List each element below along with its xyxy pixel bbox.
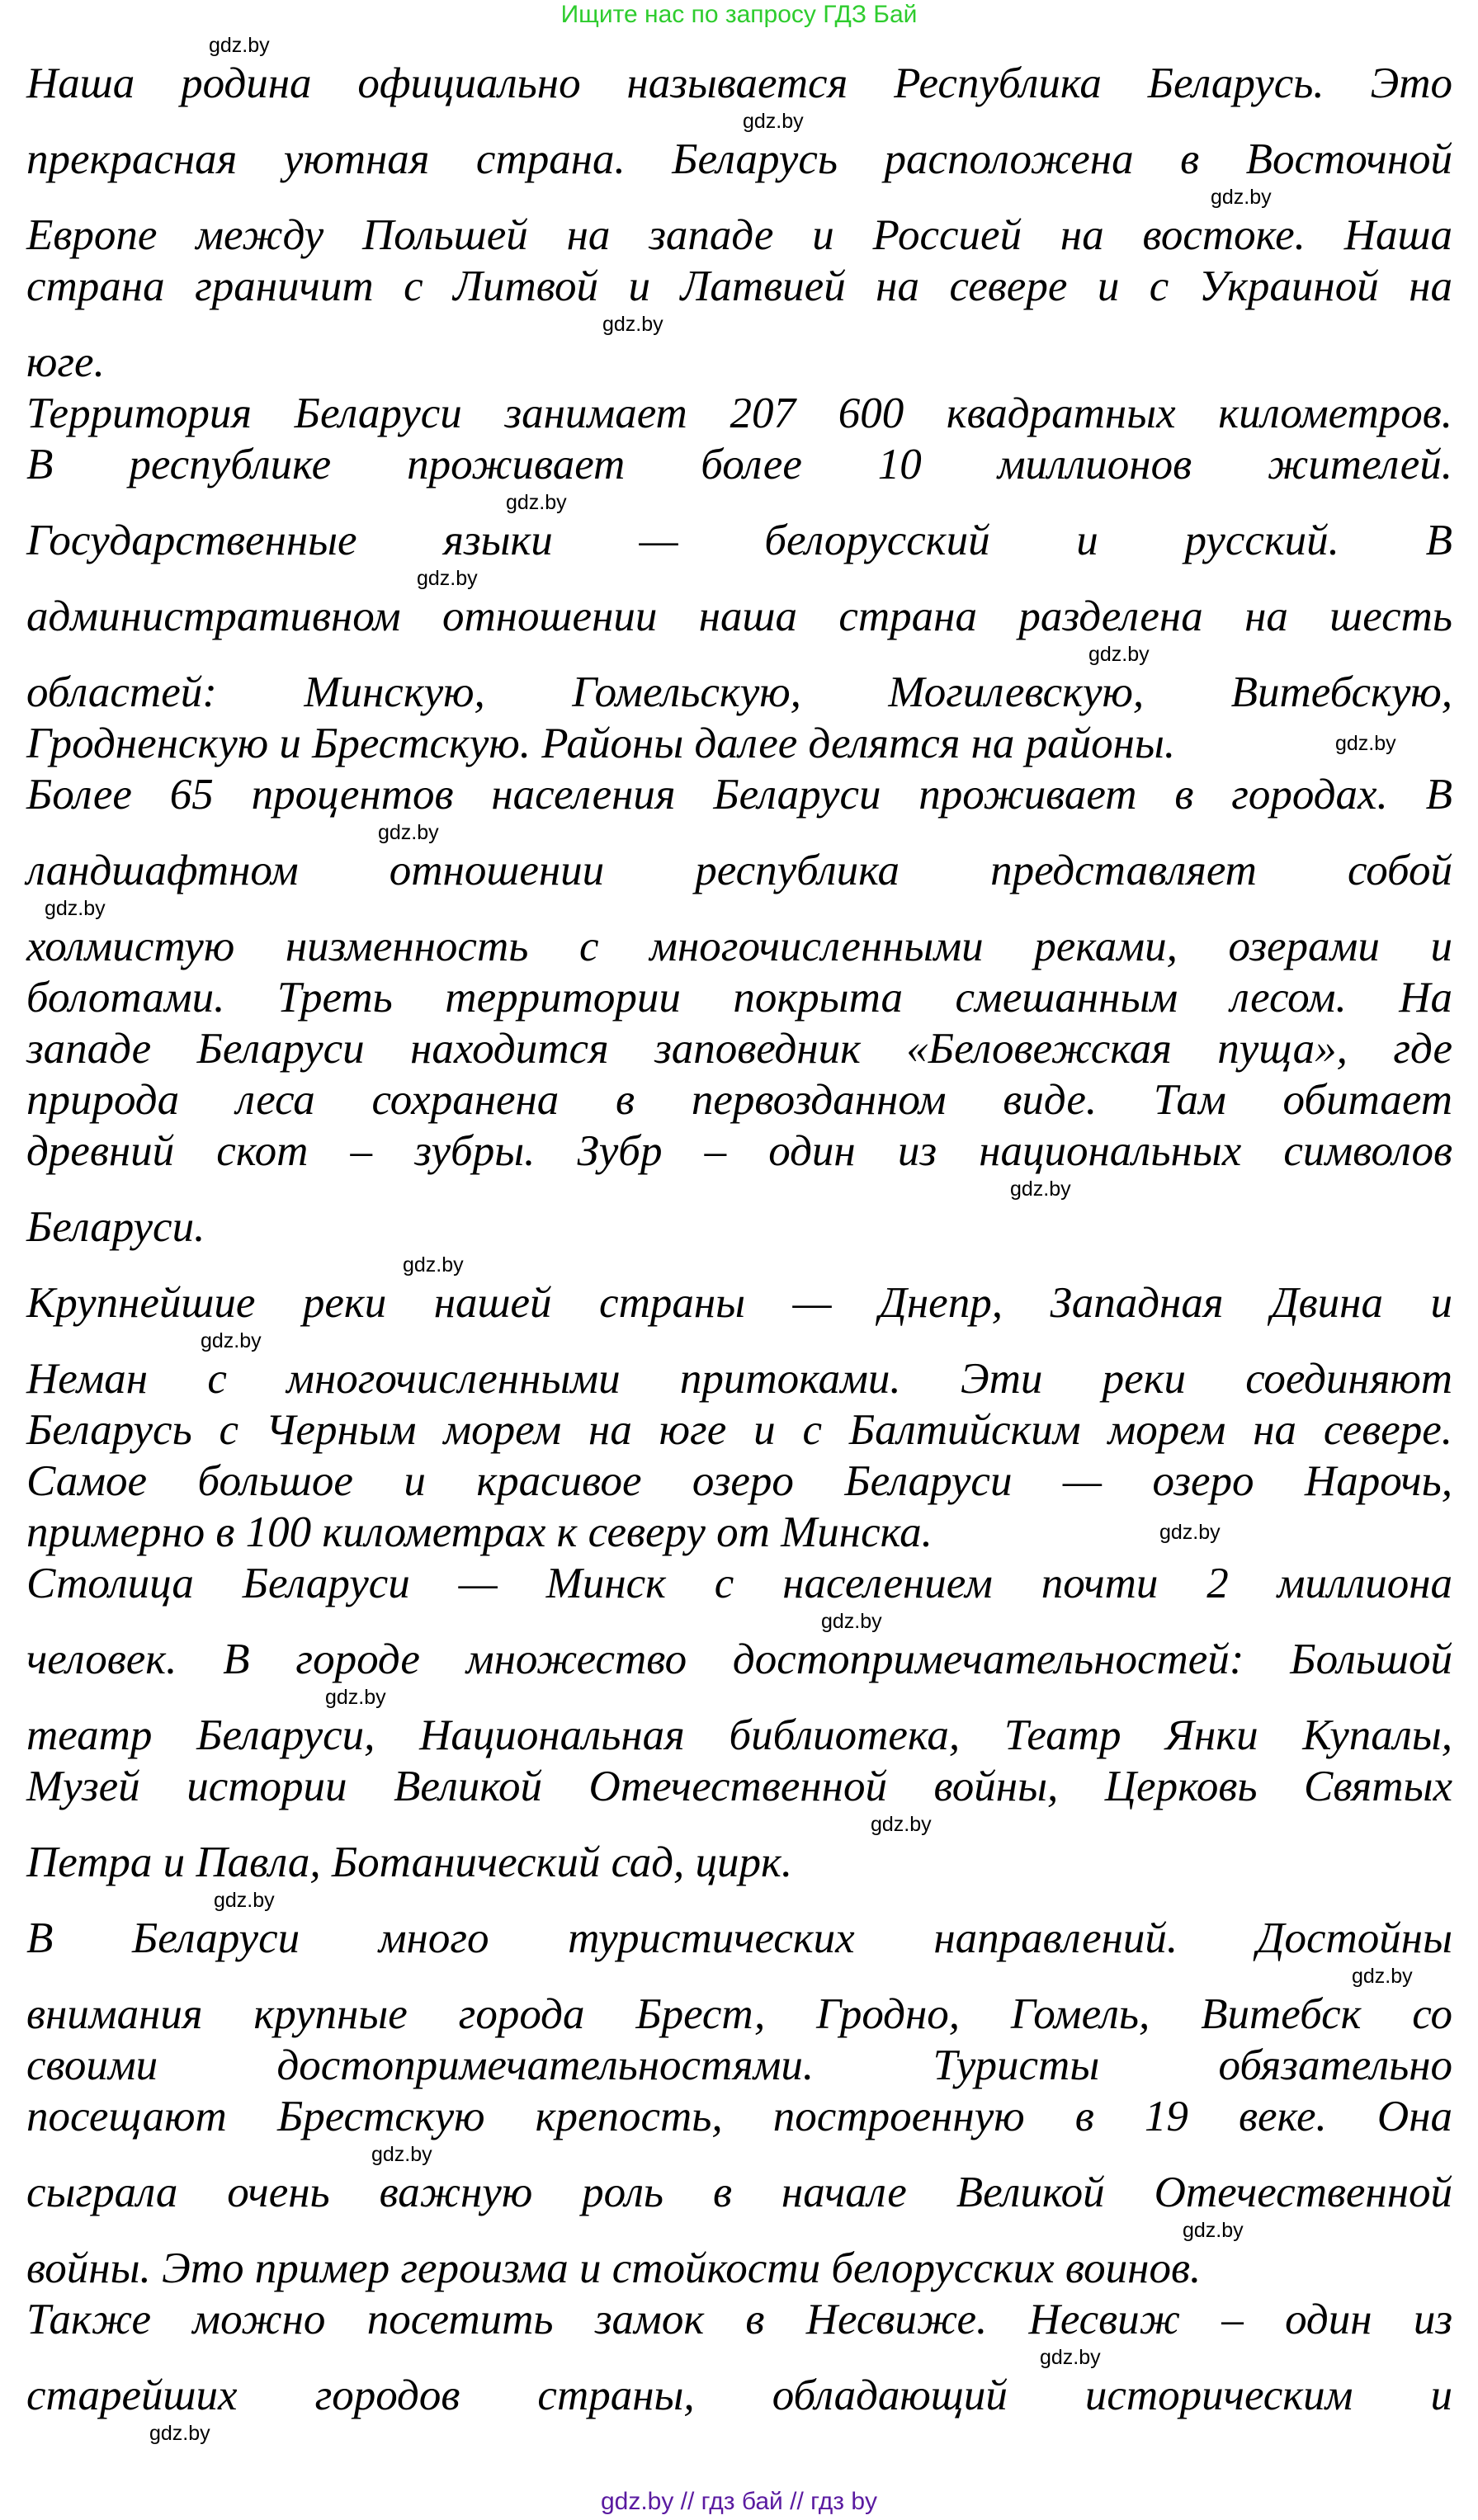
watermark-row [26,2345,1452,2370]
text-line-content: Столица Беларуси — Минск с населением почти 2 миллиона [26,1560,1452,1607]
text-line-content: Также можно посетить замок в Несвиже. Несвиж – один из [26,2296,1452,2343]
watermark: gdz.by [506,491,567,514]
watermark: gdz.by [403,1253,464,1277]
watermark: gdz.by [378,821,439,844]
text-line [26,1913,1452,1964]
watermark: gdz.by [45,897,106,920]
text-line-content: человек. В городе множество достопримечательностей: Большой [26,1635,1452,1683]
text-line-content: посещают Брестскую крепость, построенную в 19 веке. Она [26,2093,1452,2140]
text-line-content: своими достопримечательностями. Туристы обязательно [26,2041,1452,2089]
watermark-row [26,490,1452,515]
text-line [26,1404,1452,1456]
text-line [26,1201,1452,1253]
text-line [26,1074,1452,1126]
text-line-content: Беларусь с Черным морем на юге и с Балтийским морем на севере. [26,1406,1452,1454]
watermark: gdz.by [1040,2346,1101,2369]
watermark: gdz.by [201,1329,262,1352]
watermark: gdz.by [1088,643,1150,666]
text-line-content: Европе между Польшей на западе и Россией на востоке. Наша [26,211,1452,259]
watermark: gdz.by [1352,1965,1413,1988]
text-line [26,2091,1452,2142]
text-line [26,388,1452,439]
watermark-row [26,1685,1452,1710]
text-line [26,1710,1452,1761]
watermark: gdz.by [209,34,270,57]
text-line [26,1456,1452,1507]
text-line-content: Беларуси. [26,1203,205,1251]
watermark-row [26,109,1452,134]
text-line [26,1989,1452,2040]
text-line-content: внимания крупные города Брест, Гродно, Гомель, Витебск со [26,1990,1452,2038]
watermark: gdz.by [1335,732,1396,755]
text-line [26,1277,1452,1328]
text-line [26,261,1452,312]
text-line-content: театр Беларуси, Национальная библиотека, Театр Янки Купалы, [26,1711,1452,1759]
text-line [26,667,1452,718]
text-line [26,58,1452,109]
text-line-content: Неман с многочисленными притоками. Эти реки соединяют [26,1355,1452,1403]
text-line-content: западе Беларуси находится заповедник «Беловежская пуща», где [26,1025,1452,1073]
watermark-row [26,642,1452,667]
watermark-row [26,1328,1452,1353]
watermark-row [26,1177,1452,1201]
watermark-row [26,1812,1452,1837]
text-line-content: В Беларуси много туристических направлений. Достойны [26,1914,1452,1962]
text-line [26,1837,1452,1888]
watermark-row [26,1609,1452,1634]
watermark: gdz.by [1010,1177,1071,1201]
document-text [26,33,1452,2446]
footer-links[interactable]: gdz.by // гдз бай // гдз by [600,2488,878,2515]
watermark: gdz.by [743,110,804,133]
watermark: gdz.by [871,1813,932,1836]
text-line-content: примерно в 100 километрах к северу от Минска. [26,1508,933,1556]
watermark-row [26,312,1452,337]
text-line-content: прекрасная уютная страна. Беларусь расположена в Восточной [26,135,1452,183]
watermark: gdz.by [602,313,663,336]
watermark: gdz.by [821,1610,882,1633]
watermark: gdz.by [1183,2219,1244,2242]
text-line-content: юге. [26,338,105,386]
watermark: gdz.by [214,1889,275,1912]
watermark: gdz.by [417,567,478,590]
watermark-row [26,896,1452,921]
watermark-row [26,2421,1452,2446]
text-line [26,2167,1452,2218]
text-line-content: административном отношении наша страна разделена на шесть [26,592,1452,640]
watermark-row [26,820,1452,845]
watermark-row [26,2218,1452,2243]
text-line-content: Крупнейшие реки нашей страны — Днепр, Западная Двина и [26,1279,1452,1327]
text-line-content: Государственные языки — белорусский и русский. В [26,517,1452,564]
watermark-row [26,1964,1452,1989]
text-line [26,845,1452,896]
watermark: gdz.by [371,2143,432,2166]
text-line-content: природа леса сохранена в первозданном виде. Там обитает [26,1076,1452,1124]
text-line-content: областей: Минскую, Гомельскую, Могилевскую, Витебскую, [26,668,1452,716]
text-line-content: холмистую низменность с многочисленными реками, озерами и [26,923,1452,970]
text-line [26,2040,1452,2091]
text-line [26,1023,1452,1074]
watermark-row [26,33,1452,58]
watermark: gdz.by [325,1686,386,1709]
text-line [26,2294,1452,2345]
text-line [26,210,1452,261]
text-line-content: Более 65 процентов населения Беларуси проживает в городах. В [26,771,1452,819]
text-line [26,591,1452,642]
text-line [26,1126,1452,1177]
text-line [26,1761,1452,1812]
text-line-content: Самое большое и красивое озеро Беларуси — озеро Нарочь, [26,1457,1452,1505]
text-line [26,1634,1452,1685]
watermark-row [26,1253,1452,1277]
watermark: gdz.by [1159,1521,1221,1544]
text-line-content: Музей истории Великой Отечественной войны, Церковь Святых [26,1763,1452,1810]
text-line [26,1353,1452,1404]
text-line [26,718,1452,769]
text-line [26,2370,1452,2421]
text-line [26,134,1452,185]
text-line [26,1507,1452,1558]
text-line-content: войны. Это пример героизма и стойкости белорусских воинов. [26,2244,1202,2292]
text-line-content: древний скот – зубры. Зубр – один из национальных символов [26,1127,1452,1175]
watermark-row [26,185,1452,210]
text-line-content: Территория Беларуси занимает 207 600 квадратных километров. [26,389,1452,437]
watermark: gdz.by [1211,186,1272,209]
text-line-content: ландшафтном отношении республика представляет собой [26,847,1452,894]
text-line [26,972,1452,1023]
text-line-content: Наша родина официально называется Республика Беларусь. Это [26,59,1452,107]
text-line-content: Гродненскую и Брестскую. Районы далее делятся на районы. [26,720,1176,767]
watermark: gdz.by [149,2422,210,2445]
text-line [26,515,1452,566]
text-line [26,769,1452,820]
text-line-content: В республике проживает более 10 миллионов жителей. [26,441,1452,488]
watermark-row [26,2142,1452,2167]
text-line-content: страна граничит с Литвой и Латвией на севере и с Украиной на [26,262,1452,310]
text-line [26,337,1452,388]
text-line [26,2243,1452,2294]
text-line [26,439,1452,490]
text-line [26,921,1452,972]
text-line [26,1558,1452,1609]
watermark-row [26,566,1452,591]
search-hint-banner: Ищите нас по запросу ГДЗ Бай [560,1,918,28]
text-line-content: Петра и Павла, Ботанический сад, цирк. [26,1838,793,1886]
text-line-content: сыграла очень важную роль в начале Великой Отечественной [26,2168,1452,2216]
text-line-content: болотами. Треть территории покрыта смешанным лесом. На [26,974,1452,1022]
watermark-row [26,1888,1452,1913]
text-line-content: старейших городов страны, обладающий историческим и [26,2371,1452,2419]
